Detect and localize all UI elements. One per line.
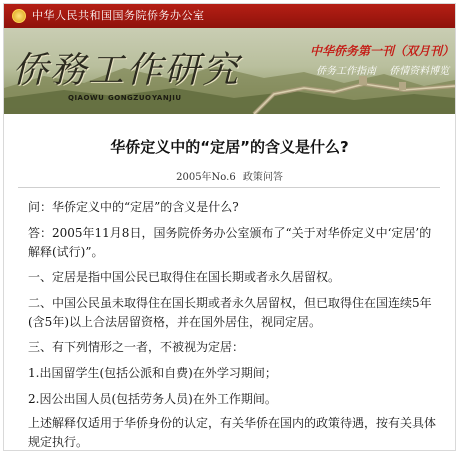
journal-guides (316, 62, 455, 77)
divider (18, 187, 440, 188)
question-paragraph: 问：华侨定义中的“定居”的含义是什么? (28, 200, 239, 214)
article-title: 华侨定义中的“定居”的含义是什么? (110, 138, 349, 156)
national-emblem-icon (12, 9, 26, 23)
pinyin-qiaowu: QIAOWU (68, 94, 105, 102)
journal-calligraphy-title: 侨務工作研究 (12, 50, 241, 91)
scope-note: 上述解释仅适用于华侨身份的认定，有关华侨在国内的政策待遇，按有关具体规定执行。 (28, 416, 437, 449)
org-name: 中华人民共和国国务院侨务办公室 (32, 9, 205, 22)
page (3, 3, 456, 451)
guide-item: 侨情资料博览 (389, 66, 450, 77)
article-column: 政策问答 (242, 172, 283, 183)
clause-one: 一、定居是指中国公民已取得住在国长期或者永久居留权。 (28, 270, 341, 284)
site-header-bar (4, 4, 455, 28)
answer-paragraph: 答：2005年11月8日，国务院侨务办公室颁布了“关于对华侨定义中‘定居’的解释(试行)”。 (28, 226, 432, 259)
journal-tagline: 中华侨务第一刊（双月刊） (310, 44, 455, 58)
clause-three-item-2: 2.因公出国人员(包括劳务人员)在外工作期间。 (28, 392, 277, 406)
guide-item: 侨务工作指南 (316, 66, 376, 77)
pinyin-gongzuo: GONGZUO (108, 94, 152, 102)
article-meta (4, 168, 455, 183)
clause-three: 三、有下列情形之一者，不被视为定居： (28, 340, 245, 354)
clause-three-item-1: 1.出国留学生(包括公派和自费)在外学习期间； (28, 366, 277, 380)
article-issue: 2005年No.6 (176, 172, 236, 183)
journal-banner (4, 28, 455, 114)
clause-two: 二、中国公民虽未取得住在国长期或者永久居留权，但已取得住在国连续5年(含5年)以上合法居留资格，并在国外居住，视同定居。 (28, 296, 432, 329)
pinyin-yanjiu: YANJIU (152, 94, 182, 102)
